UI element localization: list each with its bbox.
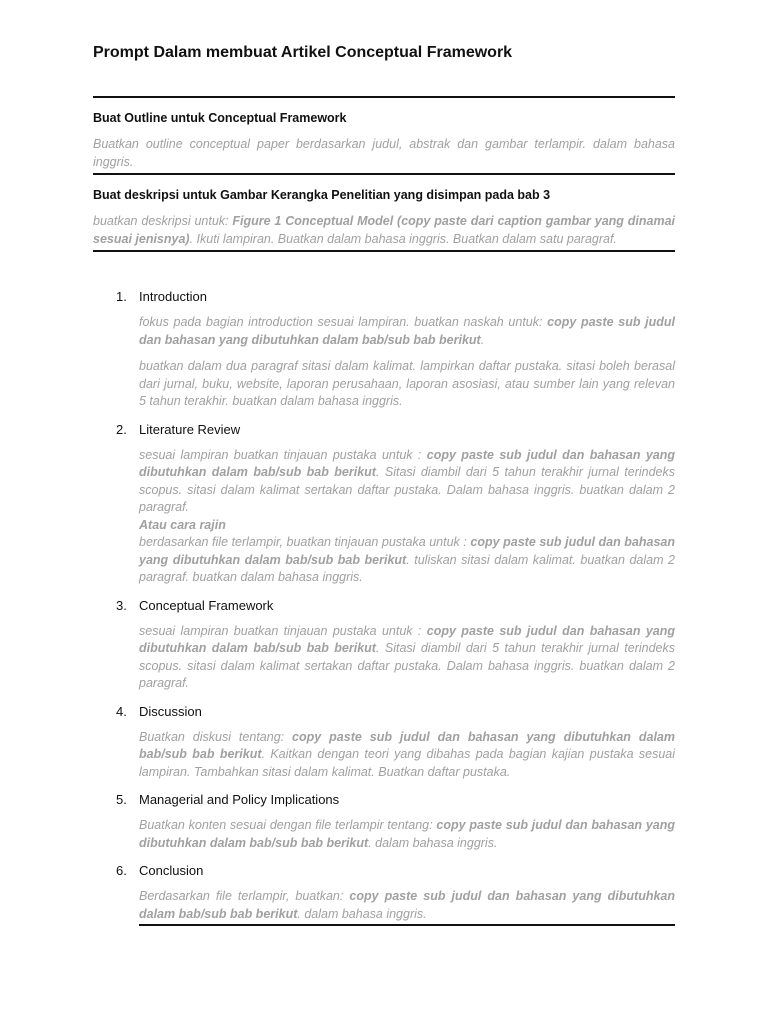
list-number: 1. [116,289,127,304]
list-item [93,597,675,693]
section-text [93,213,675,248]
text-plain: . Sitasi diambil dari 5 tahun terakhir jurnal terindeks scopus. sitasi dalam kalimat sertakan daftar pustaka. Dalam bahasa inggris. buatkan dalam 2 paragraf. [139,641,675,690]
list-item-text: buatkan dalam dua paragraf sitasi dalam kalimat. lampirkan daftar pustaka. sitasi boleh berasal dari jurnal, buku, website, laporan perusahaan, laporan asosiasi, atau sumber lain yang relevan 5 tahun terakhir. buatkan dalam bahasa inggris. [139,359,675,408]
text-bold: copy paste sub judul dan bahasan yang dibutuhkan dalam bab/sub bab berikut [139,818,675,850]
list-item-title: Conceptual Framework [139,597,274,613]
divider [93,96,675,98]
list-number: 3. [116,597,127,613]
list-number: 2. [116,421,127,437]
text-bold: copy paste sub judul dan bahasan yang dibutuhkan dalam bab/sub bab berikut [139,729,675,761]
text-plain: fokus pada bagian introduction sesuai lampiran. buatkan naskah untuk: [139,315,548,329]
section-text: Buatkan outline conceptual paper berdasarkan judul, abstrak dan gambar terlampir. dalam bahasa inggris. [93,137,675,169]
list-item-text [139,623,675,693]
section-heading: Buat deskripsi untuk Gambar Kerangka Penelitian yang disimpan pada bab 3 [93,188,551,202]
outline-list [93,288,675,926]
list-item [93,288,675,411]
list-item-text [139,314,675,349]
text-bold: copy paste sub judul dan bahasan yang dibutuhkan dalam bab/sub bab berikut [139,623,675,655]
list-item [93,421,675,587]
text-plain: . Kaitkan dengan teori yang dibahas pada bagian kajian pustaka sesuai lampiran. Tambahkan sitasi dalam kalimat. Buatkan daftar pustaka. [139,747,675,779]
list-item [93,791,675,852]
divider [93,173,675,175]
list-number: 6. [116,863,127,878]
text-plain: . tuliskan sitasi dalam kalimat. buatkan dalam 2 paragraf. buatkan dalam bahasa inggris. [139,552,675,584]
text-bold: Atau cara rajin [139,517,226,532]
divider [139,924,675,926]
list-item-text [139,888,675,923]
list-item-text [139,447,675,517]
text-bold: copy paste sub judul dan bahasan yang dibutuhkan dalam bab/sub bab berikut [139,535,675,567]
text-plain: . dalam bahasa inggris. [368,835,498,850]
text-bold: copy paste sub judul dan bahasan yang dibutuhkan dalam bab/sub bab berikut [139,315,675,347]
alt-label [139,517,675,535]
text-plain: . Sitasi diambil dari 5 tahun terakhir jurnal terindeks scopus. sitasi dalam kalimat sertakan daftar pustaka. Dalam bahasa inggris. buatkan dalam 2 paragraf. [139,465,675,514]
text-plain: . [480,332,485,347]
list-item-text [139,729,675,782]
text-plain: Berdasarkan file terlampir, buatkan: [139,889,350,903]
text-plain: buatkan deskripsi untuk: [93,214,233,228]
list-number: 4. [116,703,127,719]
text-plain: sesuai lampiran buatkan tinjauan pustaka untuk : [139,623,427,638]
list-item-title: Conclusion [139,863,204,878]
section-figure-description [93,187,675,248]
text-plain: Buatkan diskusi tentang: [139,729,293,744]
text-bold: Figure 1 Conceptual Model (copy paste dari caption gambar yang dinamai sesuai jenisnya) [93,214,675,246]
text-bold: copy paste sub judul dan bahasan yang dibutuhkan dalam bab/sub bab berikut [139,447,675,479]
text-bold: copy paste sub judul dan bahasan yang dibutuhkan dalam bab/sub bab berikut [139,889,676,921]
section-heading: Buat Outline untuk Conceptual Framework [93,111,347,125]
section-outline [93,110,675,171]
text-plain: sesuai lampiran buatkan tinjauan pustaka untuk : [139,447,427,462]
list-item-title: Managerial and Policy Implications [139,792,340,807]
text-plain: berdasarkan file terlampir, buatkan tinjauan pustaka untuk : [139,535,471,549]
text-plain: . dalam bahasa inggris. [297,906,427,921]
list-number: 5. [116,792,127,807]
list-item [93,703,675,782]
list-item-text [139,817,675,852]
document-title: Prompt Dalam membuat Artikel Conceptual Framework [93,44,513,61]
list-item-title: Introduction [139,289,207,304]
text-plain: . Ikuti lampiran. Buatkan dalam bahasa inggris. Buatkan dalam satu paragraf. [189,231,617,246]
list-item-text [139,534,675,587]
list-item-title: Discussion [139,703,202,719]
divider [93,250,675,252]
list-item [93,862,675,926]
text-plain: Buatkan konten sesuai dengan file terlampir tentang: [139,818,437,832]
list-item-title: Literature Review [139,421,241,437]
